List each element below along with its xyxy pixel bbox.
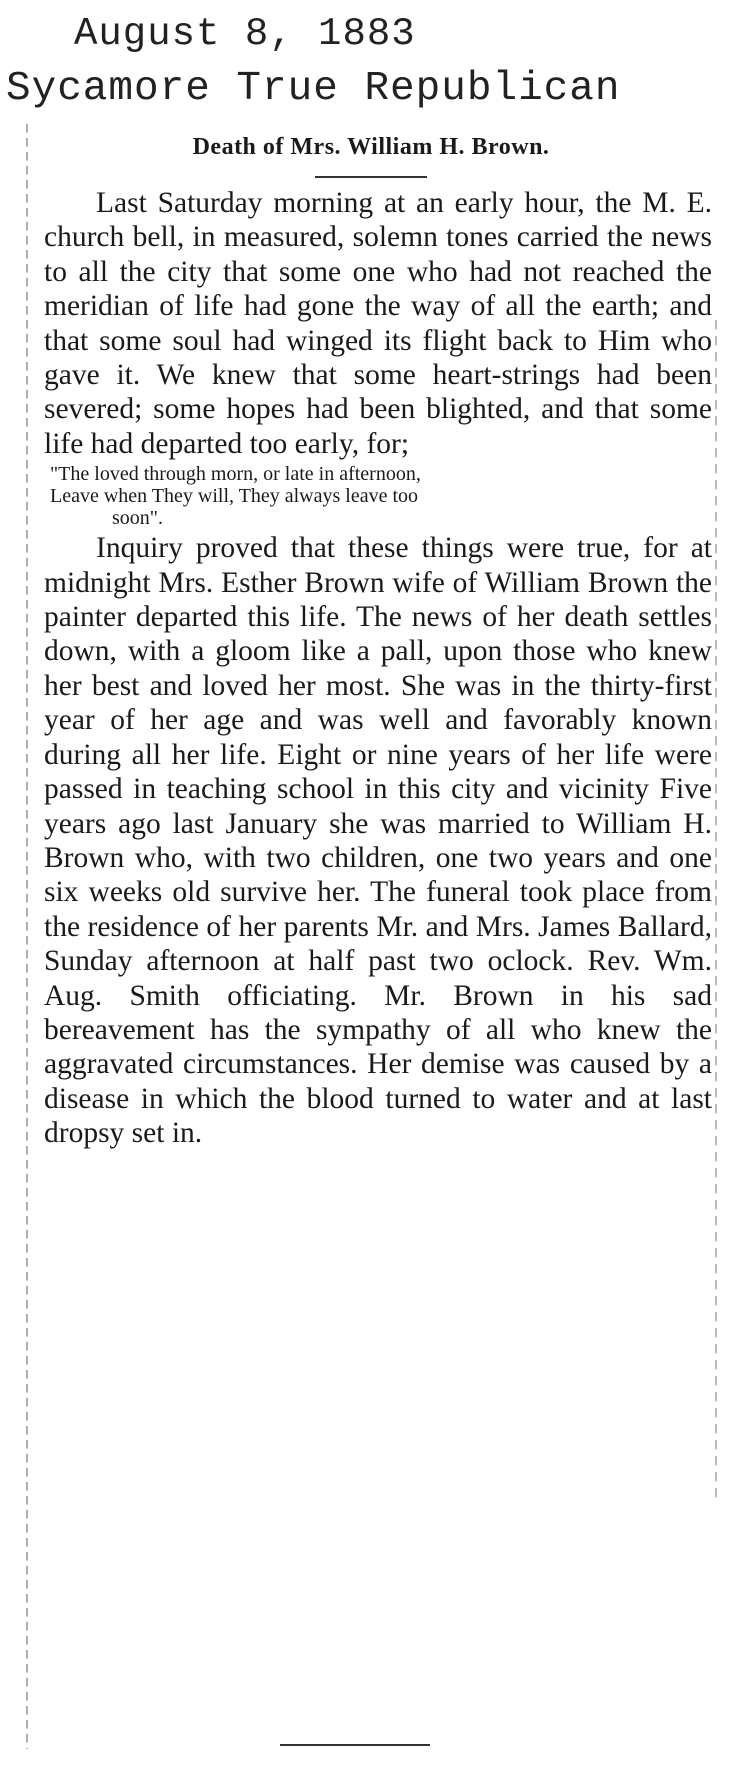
verse-line-2: Leave when They will, They always leave too [50,485,419,508]
headline-divider [315,176,427,178]
article-paragraph-2: Inquiry proved that these things were true, for at midnight Mrs. Esther Brown wife of William Brown the painter departed this life. The news of her death settles down, with a gloom like a pall, upon those who knew her best and loved her most. She was in the thirty-first year of her age and was well and favorably known during all her life. Eight or nine years of her life were passed in teaching school in this city and vicinity Five years ago last January she was married to William H. Brown who, with two children, one two years and one six weeks old survive her. The funeral took place from the residence of her parents Mr. and Mrs. James Ballard, Sunday afternoon at half past two oclock. Rev. Wm. Aug. Smith officiating. Mr. Brown in his sad bereavement has the sympathy of all who knew the aggravated circumstances. Her demise was caused by a disease in which the blood turned to water and at last dropsy set in. [44,532,712,1150]
publication-date: August 8, 1883 [74,12,416,56]
verse-line-3: soon". [112,507,163,530]
quoted-verse [44,463,712,529]
article-paragraph-1: Last Saturday morning at an early hour, the M. E. church bell, in measured, solemn tones carried the news to all the city that some one who had not reached the meridian of life had gone the way of all the earth; and that some soul had winged its flight back to Him who gave it. We knew that some heart-strings had been severed; some hopes had been blighted, and that some life had departed too early, for; [44,187,712,460]
verse-line-1: "The loved through morn, or late in afternoon, [50,463,421,486]
article-body [44,186,712,1151]
article-headline: Death of Mrs. William H. Brown. [192,134,550,160]
newspaper-name: Sycamore True Republican [6,66,621,112]
article-column [26,122,716,1762]
article-end-divider [280,1744,430,1746]
